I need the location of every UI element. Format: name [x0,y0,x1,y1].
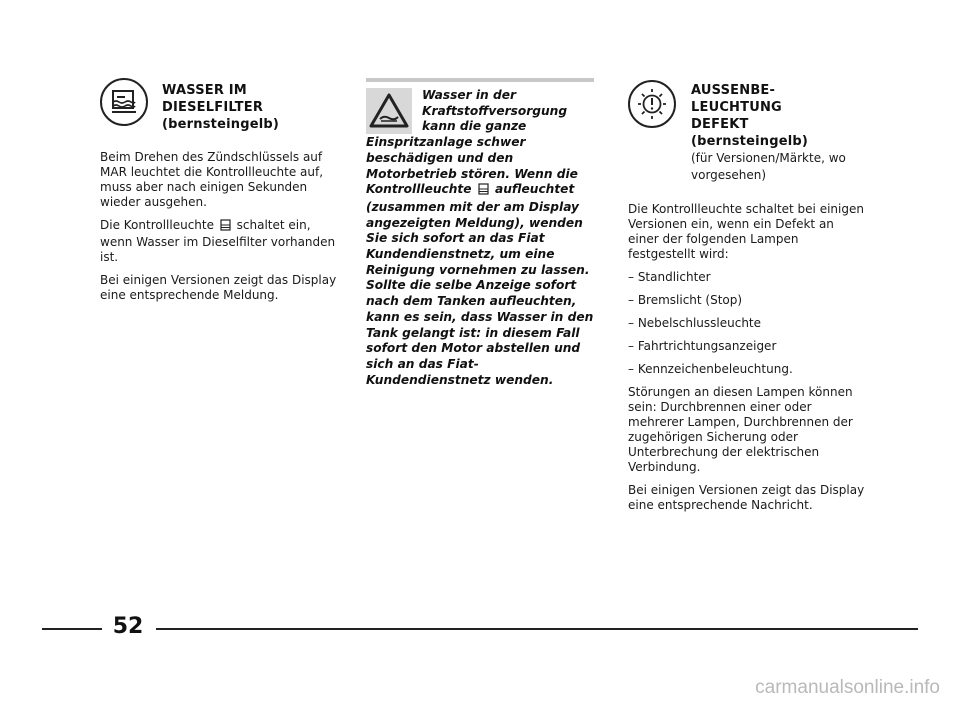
paragraph-display-message: Bei einigen Versionen zeigt das Display eine entsprechende Meldung. [100,273,337,302]
warning-heading: Wasser in der Kraftstoffversorgung kann die ganze [422,88,568,134]
water-in-fuel-filter-icon [100,78,148,126]
heading-line: LEUCHTUNG [691,100,782,115]
paragraph-display-message: Bei einigen Versionen zeigt das Display eine entsprechende Nachricht. [628,483,865,512]
list-item: – Bremslicht (Stop) [628,293,743,307]
heading-water-in-filter [162,82,342,133]
warning-text [366,135,594,388]
paragraph-intro: Die Kontrollleuchte schaltet bei einigen Versionen ein, wenn ein Defekt an einer der folgenden Lampen festgestellt wird: [628,202,864,261]
list-item: – Nebelschlussleuchte [628,316,762,330]
heading-color-note: (bernsteingelb) [691,134,809,149]
list-item: – Kennzeichenbeleuchtung. [628,362,793,376]
heading-color-note: (bernsteingelb) [162,117,280,132]
heading-line: WASSER IM [162,83,247,98]
text-fragment: aufleuchtet (zusammen mit der am Display angezeigten Meldung), wenden Sie sich sofort an das Fiat Kundendienstnetz, um eine Reinigung vornehmen zu lassen. Sollte die selbe Anzeige sofort nach dem Tanken aufleuchten, kann es sein, dass Wasser in den Tank gelangt ist: in diesem Fall sofort den Motor abstellen und sich an das Fiat-Kundendienstnetz wenden. [366,182,594,387]
watermark: carmanualsonline.info [755,677,940,698]
paragraph-water-detected [100,218,340,265]
exterior-light-failure-icon [628,80,676,128]
text-fragment: Einspritzanlage schwer beschädigen und den Motorbetrieb stören. Wenn die Kontrollleuchte [366,135,578,197]
text-fragment: schaltet ein, wenn Wasser im Dieselfilter vorhanden ist. [100,218,336,264]
availability-note: (für Versionen/Märkte, wo vorgesehen) [691,151,846,182]
list-item: – Standlichter [628,270,711,284]
page-number: 52 [112,614,144,639]
paragraph-ignition: Beim Drehen des Zündschlüssels auf MAR leuchtet die Kontrollleuchte auf, muss aber nach einigen Sekunden wieder ausgehen. [100,150,324,209]
water-in-fuel-filter-icon [478,183,489,200]
footer-rule-left [42,628,102,630]
heading-line: AUSSENBE- [691,83,776,98]
heading-light-failure [691,82,871,184]
text-fragment: Die Kontrollleuchte [100,218,214,232]
paragraph-causes: Störungen an diesen Lampen können sein: Durchbrennen einer oder mehrerer Lampen, Durchbrennen der zugehörigen Sicherung oder Unterbrechung der elektrischen Verbindung. [628,385,853,474]
divider [366,78,594,82]
list-item: – Fahrtrichtungsanzeiger [628,339,777,353]
footer-rule-right [156,628,918,630]
heading-line: DIESELFILTER [162,100,264,115]
water-in-fuel-filter-icon [220,219,231,235]
heading-line: DEFEKT [691,117,749,132]
